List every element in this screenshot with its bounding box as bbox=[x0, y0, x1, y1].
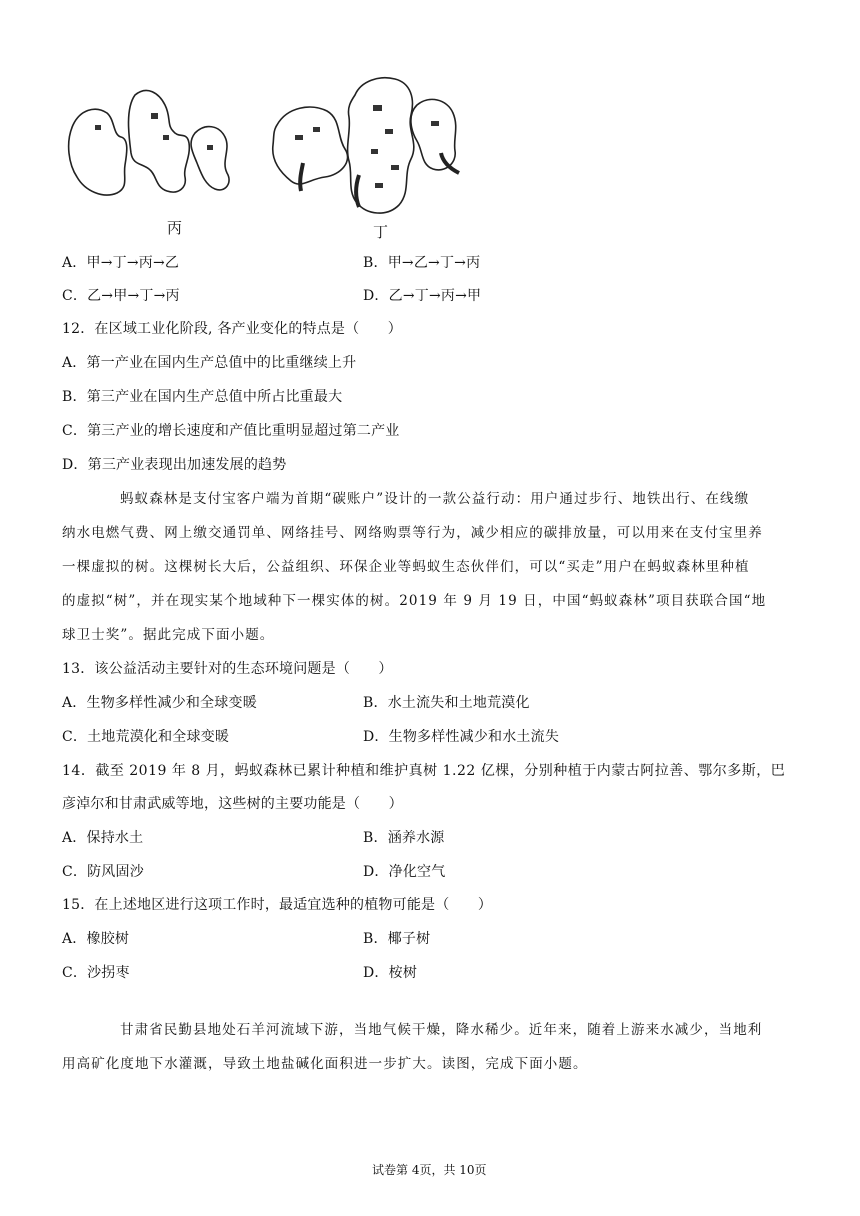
q13-option-d: D．生物多样性减少和水土流失 bbox=[363, 729, 560, 745]
passage2-line-1: 甘肃省民勤县地处石羊河流域下游，当地气候干燥，降水稀少。近年来，随着上游来水减少，当地利 bbox=[120, 1022, 763, 1038]
q14-option-c: C．防风固沙 bbox=[62, 864, 144, 880]
q14-stem-line-2: 彦淖尔和甘肃武威等地，这些树的主要功能是（ ） bbox=[62, 796, 403, 812]
q15-option-b: B．椰子树 bbox=[363, 931, 431, 947]
passage1-line-3: 一棵虚拟的树。这棵树长大后，公益组织、环保企业等蚂蚁生态伙伴们，可以“买走”用户在蚂蚁森林里种植 bbox=[62, 559, 750, 575]
passage1-line-5: 球卫士奖”。据此完成下面小题。 bbox=[62, 627, 275, 643]
q15-option-d: D．桉树 bbox=[363, 965, 418, 981]
q11-option-b: B．甲→乙→丁→丙 bbox=[363, 255, 481, 271]
landmass-bing-left bbox=[69, 109, 127, 195]
river-2 bbox=[356, 175, 359, 207]
q15-option-c: C．沙拐枣 bbox=[62, 965, 130, 981]
q13-stem: 13．该公益活动主要针对的生态环境问题是（ ） bbox=[62, 661, 393, 677]
q12-option-d: D．第三产业表现出加速发展的趋势 bbox=[62, 457, 287, 473]
q14-option-b: B．涵养水源 bbox=[363, 830, 445, 846]
figure-label-bing: 丙 bbox=[167, 220, 183, 237]
figure-label-ding: 丁 bbox=[373, 224, 389, 241]
page-footer: 试卷第 4页，共 10页 bbox=[372, 1163, 487, 1177]
passage1-line-2: 纳水电燃气费、网上缴交通罚单、网络挂号、网络购票等行为，减少相应的碳排放量，可以用来在支付宝里养 bbox=[62, 525, 763, 541]
q13-option-b: B．水土流失和土地荒漠化 bbox=[363, 695, 530, 711]
landmass-bing-middle bbox=[129, 90, 190, 192]
q13-option-a: A．生物多样性减少和全球变暖 bbox=[62, 695, 257, 711]
landmass-ding-right bbox=[411, 99, 456, 169]
q13-option-c: C．土地荒漠化和全球变暖 bbox=[62, 729, 230, 745]
q15-option-a: A．橡胶树 bbox=[62, 931, 130, 947]
q14-stem-line-1: 14．截至 2019 年 8 月，蚂蚁森林已累计种植和维护真树 1.22 亿棵，分别种植于内蒙古阿拉善、鄂尔多斯，巴 bbox=[62, 763, 786, 779]
passage1-line-4: 的虚拟“树”，并在现实某个地域种下一棵实体的树。2019 年 9 月 19 日，中国“蚂蚁森林”项目获联合国“地 bbox=[62, 593, 767, 609]
q11-option-a: A．甲→丁→丙→乙 bbox=[62, 255, 180, 271]
q11-option-c: C．乙→甲→丁→丙 bbox=[62, 288, 180, 304]
q15-stem: 15．在上述地区进行这项工作时，最适宜选种的植物可能是（ ） bbox=[62, 897, 493, 913]
passage1-line-1: 蚂蚁森林是支付宝客户端为首期“碳账户”设计的一款公益行动：用户通过步行、地铁出行、在线缴 bbox=[120, 491, 750, 507]
q14-option-a: A．保持水土 bbox=[62, 830, 144, 846]
settlement-evolution-figure bbox=[55, 65, 495, 245]
q11-option-d: D．乙→丁→丙→甲 bbox=[363, 288, 482, 304]
q12-option-a: A．第一产业在国内生产总值中的比重继续上升 bbox=[62, 355, 357, 371]
q12-option-b: B．第三产业在国内生产总值中所占比重最大 bbox=[62, 389, 343, 405]
landmass-bing-right bbox=[191, 127, 229, 190]
q12-option-c: C．第三产业的增长速度和产值比重明显超过第二产业 bbox=[62, 423, 400, 439]
q14-option-d: D．净化空气 bbox=[363, 864, 446, 880]
q12-stem: 12．在区域工业化阶段, 各产业变化的特点是（ ） bbox=[62, 321, 402, 337]
landmass-ding-left bbox=[273, 107, 348, 184]
passage2-line-2: 用高矿化度地下水灌溉，导致土地盐碱化面积进一步扩大。读图，完成下面小题。 bbox=[62, 1056, 588, 1072]
river-1 bbox=[300, 163, 303, 191]
